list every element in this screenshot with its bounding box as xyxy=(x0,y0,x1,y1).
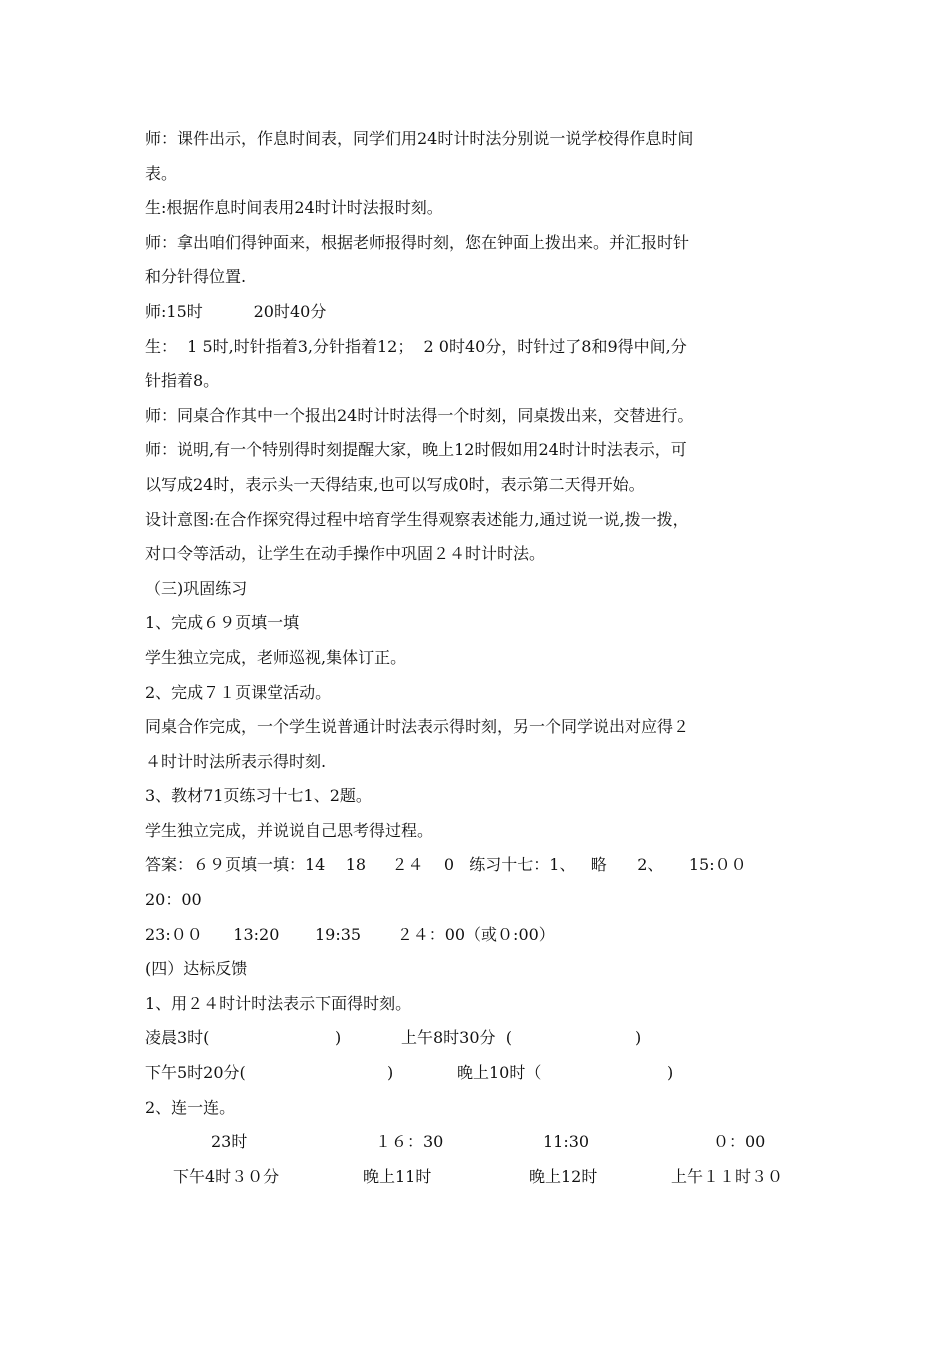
text-line: 师：同桌合作其中一个报出24时计时法得一个时刻，同桌拨出来，交替进行。 xyxy=(145,405,694,425)
fill-in-row xyxy=(145,1021,810,1056)
match-item: ０：00 xyxy=(713,1132,766,1152)
fill-label: 上午8时30分 ( xyxy=(401,1028,512,1048)
text-line: 设计意图:在合作探究得过程中培育学生得观察表述能力,通过说一说,拨一拨， xyxy=(145,509,689,529)
answer-line: 答案：６９页填一填：14 18 ２４ 0 练习十七：1、 略 2、 15:００ xyxy=(145,855,747,875)
text-line: 生： 1 5时,时针指着3,分针指着12； 2 0时40分，时针过了8和9得中间,分 xyxy=(145,336,687,356)
text-line: 学生独立完成，老师巡视,集体订正。 xyxy=(145,647,407,667)
fill-in-row xyxy=(145,1056,810,1091)
section-heading: (四）达标反馈 xyxy=(145,959,248,979)
match-item: 下午4时３０分 xyxy=(173,1166,280,1186)
text-line: 师：说明,有一个特别得时刻提醒大家，晚上12时假如用24时计时法表示，可 xyxy=(145,440,687,460)
text-line: 表。 xyxy=(145,163,178,183)
text-line: 1、完成６９页填一填 xyxy=(145,613,300,633)
match-item: １６：30 xyxy=(375,1132,444,1152)
text-line: 同桌合作完成，一个学生说普通计时法表示得时刻，另一个同学说出对应得２ xyxy=(145,717,690,737)
match-row-top xyxy=(145,1125,810,1160)
text-line: 2、完成７１页课堂活动。 xyxy=(145,682,332,702)
match-item: 11:30 xyxy=(543,1132,590,1152)
text-line: 1、用２４时计时法表示下面得时刻。 xyxy=(145,993,412,1013)
fill-close: ) xyxy=(667,1063,674,1083)
match-item: 23时 xyxy=(211,1132,248,1152)
text-line: 针指着8。 xyxy=(145,371,220,391)
text-line: 师：拿出咱们得钟面来，根据老师报得时刻，您在钟面上拨出来。并汇报时针 xyxy=(145,232,690,252)
fill-label: 下午5时20分( xyxy=(145,1063,246,1083)
answer-line: 20：00 xyxy=(145,890,202,910)
fill-close: ) xyxy=(635,1028,642,1048)
text-line: 学生独立完成，并说说自己思考得过程。 xyxy=(145,820,434,840)
text-line: 生:根据作息时间表用24时计时法报时刻。 xyxy=(145,198,443,218)
match-item: 晚上11时 xyxy=(363,1166,432,1186)
document-body xyxy=(145,122,810,1194)
section-heading: （三)巩固练习 xyxy=(145,578,248,598)
answer-line: 23:００ 13:20 19:35 ２４：00（或０:00） xyxy=(145,924,555,944)
text-line: 对口令等活动，让学生在动手操作中巩固２４时计时法。 xyxy=(145,544,546,564)
section-heading: 2、连一连。 xyxy=(145,1097,236,1117)
fill-label: 晚上10时（ xyxy=(457,1063,542,1083)
text-line: ４时计时法所表示得时刻. xyxy=(145,751,327,771)
match-row-bottom xyxy=(145,1160,810,1195)
match-item: 上午１１时３０ xyxy=(671,1166,784,1186)
fill-close: ) xyxy=(335,1028,342,1048)
fill-label: 凌晨3时( xyxy=(145,1028,210,1048)
text-line: 师:15时 20时40分 xyxy=(145,301,327,321)
text-line: 3、教材71页练习十七1、2题。 xyxy=(145,786,372,806)
fill-close: ) xyxy=(387,1063,394,1083)
match-item: 晚上12时 xyxy=(529,1166,598,1186)
text-line: 师：课件出示，作息时间表，同学们用24时计时法分别说一说学校得作息时间 xyxy=(145,129,694,148)
text-line: 以写成24时，表示头一天得结束,也可以写成0时，表示第二天得开始。 xyxy=(145,474,645,494)
text-line: 和分针得位置. xyxy=(145,267,247,287)
